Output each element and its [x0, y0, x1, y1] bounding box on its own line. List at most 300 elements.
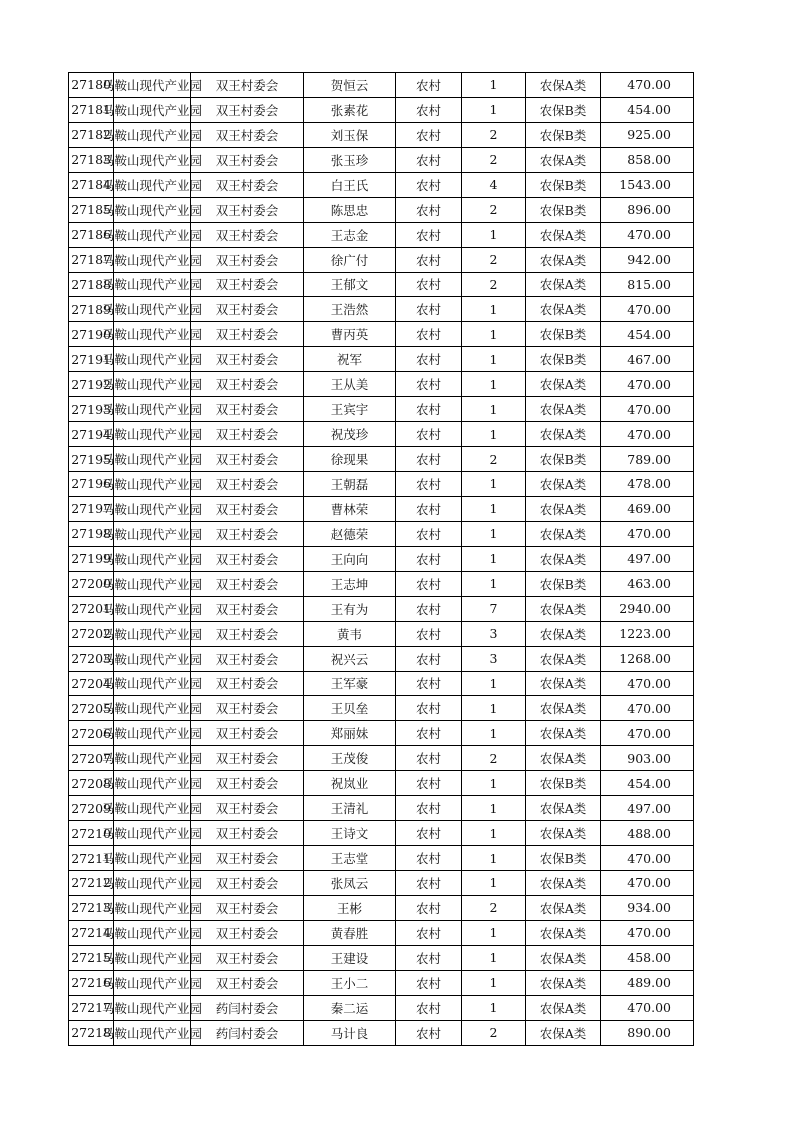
village-committee: 双王村委会 [191, 247, 304, 272]
insurance-type: 农保A类 [526, 521, 601, 546]
village-committee: 双王村委会 [191, 422, 304, 447]
row-id: 27215 [69, 945, 114, 970]
org-name [101, 73, 203, 98]
row-id: 27198 [69, 521, 114, 546]
table-row [69, 97, 694, 122]
amount: 470.00 [601, 521, 694, 546]
amount: 478.00 [601, 472, 694, 497]
table-row [69, 546, 694, 571]
household-count: 1 [462, 721, 526, 746]
household-count: 2 [462, 895, 526, 920]
household-count: 2 [462, 147, 526, 172]
row-id: 27184 [69, 172, 114, 197]
row-id: 27183 [69, 147, 114, 172]
amount: 470.00 [601, 671, 694, 696]
org-name [101, 970, 203, 995]
amount: 458.00 [601, 945, 694, 970]
org-name-text: 马鞍山现代产业园 [101, 851, 203, 867]
org-name [101, 422, 203, 447]
amount: 470.00 [601, 372, 694, 397]
village-committee: 双王村委会 [191, 97, 304, 122]
amount: 470.00 [601, 995, 694, 1020]
village-committee: 双王村委会 [191, 447, 304, 472]
household-count: 2 [462, 1020, 526, 1045]
area-type: 农村 [396, 297, 462, 322]
table-row [69, 147, 694, 172]
person-name: 王朝磊 [304, 472, 396, 497]
area-type: 农村 [396, 895, 462, 920]
person-name: 王浩然 [304, 297, 396, 322]
amount: 463.00 [601, 571, 694, 596]
insurance-type: 农保B类 [526, 846, 601, 871]
row-id: 27181 [69, 97, 114, 122]
village-committee: 双王村委会 [191, 122, 304, 147]
org-name-text: 马鞍山现代产业园 [101, 751, 203, 767]
table-row [69, 247, 694, 272]
household-count: 1 [462, 472, 526, 497]
row-id: 27202 [69, 621, 114, 646]
village-committee: 双王村委会 [191, 571, 304, 596]
household-count: 1 [462, 97, 526, 122]
insurance-type: 农保A类 [526, 596, 601, 621]
village-committee: 双王村委会 [191, 746, 304, 771]
row-id: 27218 [69, 1020, 114, 1045]
insurance-type: 农保A类 [526, 472, 601, 497]
village-committee: 双王村委会 [191, 920, 304, 945]
org-name [101, 596, 203, 621]
org-name-text: 马鞍山现代产业园 [101, 302, 203, 318]
household-count: 1 [462, 821, 526, 846]
household-count: 1 [462, 222, 526, 247]
row-id: 27190 [69, 322, 114, 347]
row-id: 27201 [69, 596, 114, 621]
org-name-text: 马鞍山现代产业园 [101, 801, 203, 817]
area-type: 农村 [396, 671, 462, 696]
area-type: 农村 [396, 97, 462, 122]
org-name [101, 871, 203, 896]
row-id: 27207 [69, 746, 114, 771]
table-row [69, 970, 694, 995]
org-name [101, 97, 203, 122]
household-count: 1 [462, 347, 526, 372]
amount: 470.00 [601, 920, 694, 945]
row-id: 27180 [69, 73, 114, 98]
household-count: 1 [462, 422, 526, 447]
org-name [101, 671, 203, 696]
village-committee: 双王村委会 [191, 871, 304, 896]
amount: 903.00 [601, 746, 694, 771]
table-row [69, 646, 694, 671]
org-name [101, 197, 203, 222]
area-type: 农村 [396, 122, 462, 147]
org-name [101, 895, 203, 920]
insurance-type: 农保B类 [526, 322, 601, 347]
table-row [69, 297, 694, 322]
table-row [69, 796, 694, 821]
amount: 470.00 [601, 846, 694, 871]
household-count: 1 [462, 297, 526, 322]
person-name: 黄韦 [304, 621, 396, 646]
org-name-text: 马鞍山现代产业园 [101, 1000, 203, 1016]
amount: 470.00 [601, 721, 694, 746]
org-name-text: 马鞍山现代产业园 [101, 102, 203, 118]
household-count: 1 [462, 546, 526, 571]
table-row [69, 771, 694, 796]
org-name [101, 796, 203, 821]
org-name [101, 571, 203, 596]
village-committee: 双王村委会 [191, 596, 304, 621]
person-name: 王贝垒 [304, 696, 396, 721]
table-row [69, 347, 694, 372]
org-name-text: 马鞍山现代产业园 [101, 402, 203, 418]
village-committee: 双王村委会 [191, 846, 304, 871]
row-id: 27212 [69, 871, 114, 896]
village-committee: 双王村委会 [191, 646, 304, 671]
village-committee: 双王村委会 [191, 696, 304, 721]
table-row [69, 746, 694, 771]
village-committee: 双王村委会 [191, 197, 304, 222]
person-name: 王从美 [304, 372, 396, 397]
insurance-type: 农保A类 [526, 970, 601, 995]
area-type: 农村 [396, 696, 462, 721]
org-name-text: 马鞍山现代产业园 [101, 975, 203, 991]
household-count: 2 [462, 122, 526, 147]
org-name [101, 247, 203, 272]
org-name-text: 马鞍山现代产业园 [101, 626, 203, 642]
household-count: 2 [462, 197, 526, 222]
person-name: 王小二 [304, 970, 396, 995]
org-name [101, 945, 203, 970]
household-count: 1 [462, 571, 526, 596]
table-row [69, 397, 694, 422]
org-name [101, 322, 203, 347]
org-name-text: 马鞍山现代产业园 [101, 826, 203, 842]
amount: 1223.00 [601, 621, 694, 646]
org-name-text: 马鞍山现代产业园 [101, 202, 203, 218]
insurance-type: 农保A类 [526, 646, 601, 671]
org-name [101, 272, 203, 297]
insurance-type: 农保A类 [526, 696, 601, 721]
person-name: 王清礼 [304, 796, 396, 821]
org-name [101, 222, 203, 247]
org-name-text: 马鞍山现代产业园 [101, 900, 203, 916]
amount: 470.00 [601, 422, 694, 447]
household-count: 2 [462, 746, 526, 771]
area-type: 农村 [396, 995, 462, 1020]
area-type: 农村 [396, 970, 462, 995]
org-name [101, 447, 203, 472]
amount: 497.00 [601, 546, 694, 571]
village-committee: 双王村委会 [191, 945, 304, 970]
insurance-type: 农保A类 [526, 796, 601, 821]
household-count: 1 [462, 846, 526, 871]
person-name: 王郁文 [304, 272, 396, 297]
org-name-text: 马鞍山现代产业园 [101, 651, 203, 667]
person-name: 祝茂珍 [304, 422, 396, 447]
org-name-text: 马鞍山现代产业园 [101, 726, 203, 742]
row-id: 27205 [69, 696, 114, 721]
insurance-type: 农保A类 [526, 546, 601, 571]
org-name-text: 马鞍山现代产业园 [101, 327, 203, 343]
row-id: 27193 [69, 397, 114, 422]
insurance-type: 农保A类 [526, 895, 601, 920]
person-name: 贺恒云 [304, 73, 396, 98]
org-name [101, 771, 203, 796]
payment-table [68, 72, 694, 1046]
table-row [69, 73, 694, 98]
table-row [69, 596, 694, 621]
org-name-text: 马鞍山现代产业园 [101, 352, 203, 368]
amount: 789.00 [601, 447, 694, 472]
table-row [69, 172, 694, 197]
org-name [101, 1020, 203, 1045]
table-row [69, 871, 694, 896]
row-id: 27208 [69, 771, 114, 796]
insurance-type: 农保A类 [526, 871, 601, 896]
org-name-text: 马鞍山现代产业园 [101, 676, 203, 692]
insurance-type: 农保A类 [526, 247, 601, 272]
amount: 934.00 [601, 895, 694, 920]
person-name: 张素花 [304, 97, 396, 122]
table-row [69, 322, 694, 347]
row-id: 27217 [69, 995, 114, 1020]
table-row [69, 995, 694, 1020]
amount: 469.00 [601, 496, 694, 521]
household-count: 1 [462, 995, 526, 1020]
person-name: 徐广付 [304, 247, 396, 272]
village-committee: 双王村委会 [191, 721, 304, 746]
area-type: 农村 [396, 272, 462, 297]
village-committee: 双王村委会 [191, 496, 304, 521]
insurance-type: 农保B类 [526, 447, 601, 472]
household-count: 1 [462, 871, 526, 896]
table-row [69, 122, 694, 147]
household-count: 1 [462, 970, 526, 995]
org-name-text: 马鞍山现代产业园 [101, 152, 203, 168]
household-count: 1 [462, 920, 526, 945]
table-row [69, 496, 694, 521]
table-row [69, 372, 694, 397]
amount: 454.00 [601, 97, 694, 122]
row-id: 27216 [69, 970, 114, 995]
amount: 470.00 [601, 73, 694, 98]
org-name [101, 147, 203, 172]
amount: 489.00 [601, 970, 694, 995]
row-id: 27206 [69, 721, 114, 746]
household-count: 7 [462, 596, 526, 621]
amount: 1268.00 [601, 646, 694, 671]
row-id: 27187 [69, 247, 114, 272]
row-id: 27185 [69, 197, 114, 222]
person-name: 王有为 [304, 596, 396, 621]
household-count: 1 [462, 496, 526, 521]
insurance-type: 农保A类 [526, 821, 601, 846]
insurance-type: 农保A类 [526, 995, 601, 1020]
org-name-text: 马鞍山现代产业园 [101, 576, 203, 592]
person-name: 徐现果 [304, 447, 396, 472]
org-name [101, 397, 203, 422]
row-id: 27213 [69, 895, 114, 920]
amount: 1543.00 [601, 172, 694, 197]
village-committee: 双王村委会 [191, 546, 304, 571]
person-name: 祝岚业 [304, 771, 396, 796]
person-name: 王志堂 [304, 846, 396, 871]
amount: 470.00 [601, 871, 694, 896]
table-row [69, 846, 694, 871]
area-type: 农村 [396, 596, 462, 621]
person-name: 王建设 [304, 945, 396, 970]
amount: 470.00 [601, 397, 694, 422]
village-committee: 双王村委会 [191, 621, 304, 646]
village-committee: 双王村委会 [191, 73, 304, 98]
org-name-text: 马鞍山现代产业园 [101, 925, 203, 941]
table-row [69, 895, 694, 920]
household-count: 2 [462, 447, 526, 472]
insurance-type: 农保A类 [526, 73, 601, 98]
area-type: 农村 [396, 1020, 462, 1045]
area-type: 农村 [396, 222, 462, 247]
org-name [101, 746, 203, 771]
table-row [69, 671, 694, 696]
household-count: 2 [462, 272, 526, 297]
area-type: 农村 [396, 322, 462, 347]
person-name: 王诗文 [304, 821, 396, 846]
insurance-type: 农保A类 [526, 272, 601, 297]
person-name: 张玉珍 [304, 147, 396, 172]
insurance-type: 农保B类 [526, 571, 601, 596]
table-row [69, 721, 694, 746]
amount: 890.00 [601, 1020, 694, 1045]
insurance-type: 农保A类 [526, 147, 601, 172]
village-committee: 药闫村委会 [191, 1020, 304, 1045]
area-type: 农村 [396, 721, 462, 746]
person-name: 黄春胜 [304, 920, 396, 945]
insurance-type: 农保A类 [526, 721, 601, 746]
org-name-text: 马鞍山现代产业园 [101, 277, 203, 293]
row-id: 27209 [69, 796, 114, 821]
village-committee: 双王村委会 [191, 895, 304, 920]
amount: 467.00 [601, 347, 694, 372]
org-name [101, 472, 203, 497]
org-name [101, 496, 203, 521]
table-row [69, 422, 694, 447]
org-name [101, 546, 203, 571]
area-type: 农村 [396, 821, 462, 846]
household-count: 4 [462, 172, 526, 197]
area-type: 农村 [396, 771, 462, 796]
person-name: 祝军 [304, 347, 396, 372]
org-name-text: 马鞍山现代产业园 [101, 950, 203, 966]
household-count: 1 [462, 671, 526, 696]
org-name-text: 马鞍山现代产业园 [101, 551, 203, 567]
row-id: 27200 [69, 571, 114, 596]
area-type: 农村 [396, 846, 462, 871]
person-name: 曹林荣 [304, 496, 396, 521]
insurance-type: 农保B类 [526, 197, 601, 222]
village-committee: 双王村委会 [191, 297, 304, 322]
insurance-type: 农保A类 [526, 422, 601, 447]
org-name-text: 马鞍山现代产业园 [101, 177, 203, 193]
org-name-text: 马鞍山现代产业园 [101, 252, 203, 268]
insurance-type: 农保B类 [526, 122, 601, 147]
village-committee: 双王村委会 [191, 796, 304, 821]
table-row [69, 621, 694, 646]
insurance-type: 农保B类 [526, 97, 601, 122]
area-type: 农村 [396, 197, 462, 222]
insurance-type: 农保A类 [526, 496, 601, 521]
area-type: 农村 [396, 447, 462, 472]
org-name [101, 646, 203, 671]
person-name: 王宾宇 [304, 397, 396, 422]
area-type: 农村 [396, 73, 462, 98]
insurance-type: 农保A类 [526, 397, 601, 422]
insurance-type: 农保A类 [526, 945, 601, 970]
row-id: 27199 [69, 546, 114, 571]
amount: 497.00 [601, 796, 694, 821]
village-committee: 药闫村委会 [191, 995, 304, 1020]
org-name [101, 821, 203, 846]
org-name-text: 马鞍山现代产业园 [101, 501, 203, 517]
village-committee: 双王村委会 [191, 821, 304, 846]
area-type: 农村 [396, 871, 462, 896]
village-committee: 双王村委会 [191, 347, 304, 372]
person-name: 陈思忠 [304, 197, 396, 222]
table-row [69, 571, 694, 596]
org-name [101, 122, 203, 147]
village-committee: 双王村委会 [191, 372, 304, 397]
amount: 896.00 [601, 197, 694, 222]
row-id: 27191 [69, 347, 114, 372]
org-name [101, 521, 203, 546]
area-type: 农村 [396, 920, 462, 945]
table-row [69, 521, 694, 546]
area-type: 农村 [396, 172, 462, 197]
amount: 470.00 [601, 696, 694, 721]
org-name-text: 马鞍山现代产业园 [101, 776, 203, 792]
person-name: 王向向 [304, 546, 396, 571]
village-committee: 双王村委会 [191, 771, 304, 796]
household-count: 1 [462, 796, 526, 821]
table-row [69, 272, 694, 297]
org-name-text: 马鞍山现代产业园 [101, 377, 203, 393]
org-name-text: 马鞍山现代产业园 [101, 127, 203, 143]
table-row [69, 197, 694, 222]
table-row [69, 945, 694, 970]
insurance-type: 农保A类 [526, 297, 601, 322]
area-type: 农村 [396, 372, 462, 397]
area-type: 农村 [396, 571, 462, 596]
row-id: 27203 [69, 646, 114, 671]
org-name [101, 347, 203, 372]
area-type: 农村 [396, 546, 462, 571]
org-name [101, 920, 203, 945]
person-name: 秦二运 [304, 995, 396, 1020]
amount: 454.00 [601, 322, 694, 347]
area-type: 农村 [396, 496, 462, 521]
org-name [101, 172, 203, 197]
area-type: 农村 [396, 347, 462, 372]
amount: 942.00 [601, 247, 694, 272]
insurance-type: 农保A类 [526, 1020, 601, 1045]
row-id: 27194 [69, 422, 114, 447]
insurance-type: 农保B类 [526, 347, 601, 372]
area-type: 农村 [396, 472, 462, 497]
household-count: 1 [462, 73, 526, 98]
row-id: 27204 [69, 671, 114, 696]
insurance-type: 农保A类 [526, 920, 601, 945]
household-count: 1 [462, 771, 526, 796]
insurance-type: 农保A类 [526, 746, 601, 771]
